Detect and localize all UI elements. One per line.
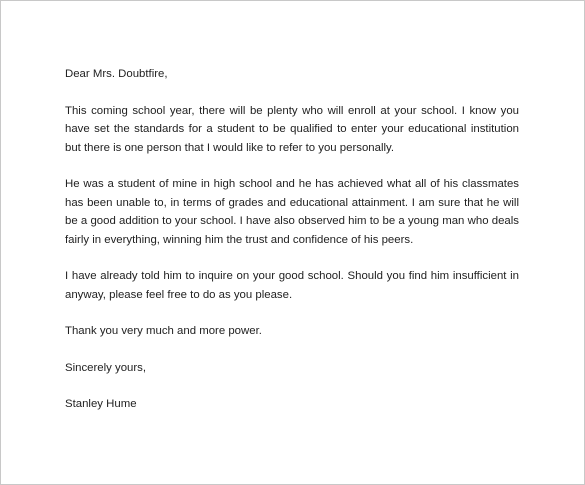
letter-paragraph-1: This coming school year, there will be plenty who will enroll at your school. I know you have set the standards for a student to be qualified to enter your educational institution but there is one person that I would like to refer to you personally. bbox=[65, 104, 519, 154]
letter-paragraph-4: Thank you very much and more power. bbox=[65, 325, 262, 337]
letter-signature: Stanley Hume bbox=[65, 398, 137, 410]
letter-body bbox=[65, 65, 519, 432]
letter-paragraph-2: He was a student of mine in high school and he has achieved what all of his classmates has been unable to, in terms of grades and educational attainment. I am sure that he will be a good addition to your school. I have also observed him to be a young man who deals fairly in everything, winning him the trust and confidence of his peers. bbox=[65, 178, 519, 246]
letter-closing: Sincerely yours, bbox=[65, 361, 147, 374]
letter-paragraph-3: I have already told him to inquire on your good school. Should you find him insufficient in anyway, please feel free to do as you please. bbox=[65, 270, 519, 301]
letter-greeting: Dear Mrs. Doubtfire, bbox=[65, 68, 168, 80]
